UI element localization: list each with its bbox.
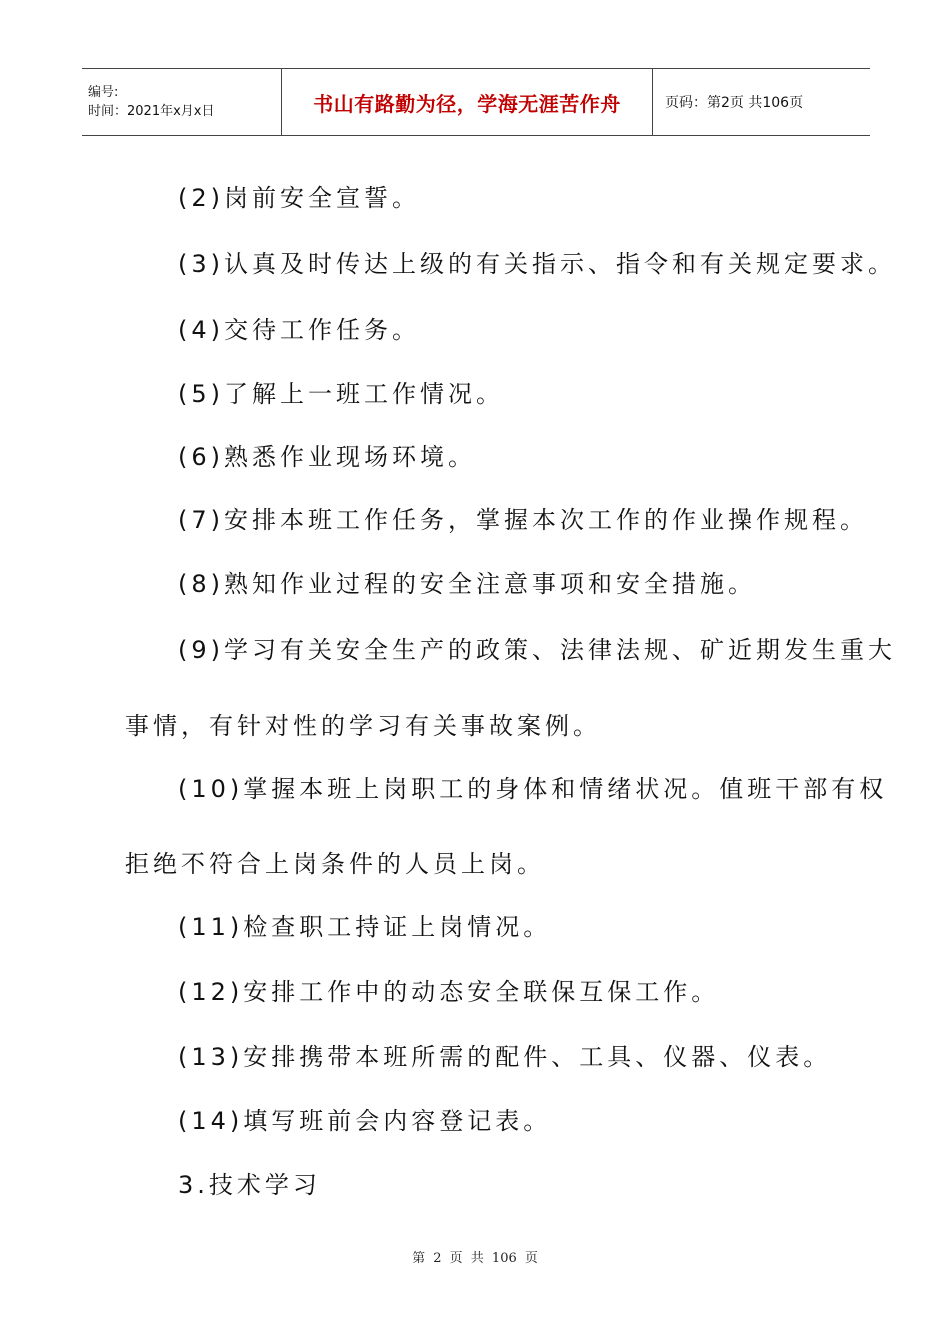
header-meta <box>82 69 282 135</box>
header-motto-cell <box>282 69 653 135</box>
document-time-label: 时间：2021年x月x日 <box>88 104 215 119</box>
section-heading: 3.技术学习 <box>178 1171 321 1199</box>
page-footer: 第 2 页 共 106 页 <box>412 1251 538 1266</box>
header-motto: 书山有路勤为径，学海无涯苦作舟 <box>313 91 621 116</box>
paragraph-line: (11)检查职工持证上岗情况。 <box>178 913 552 941</box>
header-page-cell <box>653 69 870 135</box>
paragraph-line: 事情，有针对性的学习有关事故案例。 <box>125 712 601 740</box>
paragraph-line: (5)了解上一班工作情况。 <box>178 380 504 408</box>
paragraph-line: (14)填写班前会内容登记表。 <box>178 1107 552 1135</box>
paragraph-line: (6)熟悉作业现场环境。 <box>178 443 476 471</box>
paragraph-line: 拒绝不符合上岗条件的人员上岗。 <box>125 850 545 878</box>
paragraph-line: (8)熟知作业过程的安全注意事项和安全措施。 <box>178 570 756 598</box>
paragraph-line: (2)岗前安全宣誓。 <box>178 184 420 212</box>
paragraph-line: (13)安排携带本班所需的配件、工具、仪器、仪表。 <box>178 1043 832 1071</box>
paragraph-line: (9)学习有关安全生产的政策、法律法规、矿近期发生重大 <box>178 636 896 664</box>
paragraph-line: (7)安排本班工作任务，掌握本次工作的作业操作规程。 <box>178 506 868 534</box>
paragraph-line: (12)安排工作中的动态安全联保互保工作。 <box>178 978 720 1006</box>
paragraph-line: (10)掌握本班上岗职工的身体和情绪状况。值班干部有权 <box>178 775 888 803</box>
paragraph-line: (4)交待工作任务。 <box>178 316 420 344</box>
header-page-label: 页码：第2页 共106页 <box>665 95 804 111</box>
document-number-label: 编号: <box>88 85 119 100</box>
paragraph-line: (3)认真及时传达上级的有关指示、指令和有关规定要求。 <box>178 250 896 278</box>
page-header <box>82 68 870 136</box>
